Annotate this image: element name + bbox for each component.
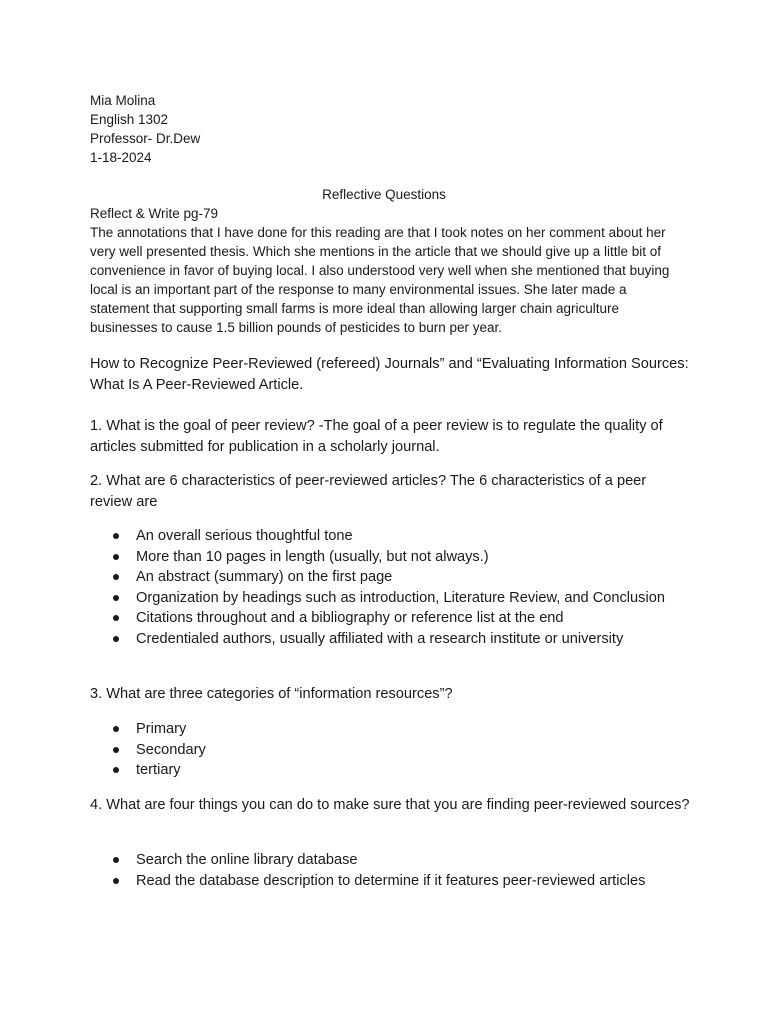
bullet-icon: [113, 574, 119, 580]
bullet-icon: [113, 636, 119, 642]
question-3-list: [110, 719, 670, 781]
author-name: Mia Molina: [90, 93, 156, 108]
bullet-icon: [113, 533, 119, 539]
list-item: tertiary: [110, 760, 670, 781]
bullet-icon: [113, 767, 119, 773]
document-title: Reflective Questions: [322, 187, 446, 202]
course-name: English 1302: [90, 112, 169, 127]
question-4-list: [110, 850, 670, 891]
question-4-text: 4. What are four things you can do to make sure that you are finding peer-reviewed sources?: [90, 797, 690, 813]
question-2-list: [110, 526, 670, 649]
bullet-icon: [113, 554, 119, 560]
list-item: Citations throughout and a bibliography or reference list at the end: [110, 608, 670, 629]
question-2: [90, 471, 690, 512]
reflect-heading: Reflect & Write pg-79: [90, 206, 219, 221]
reflect-section: [90, 204, 680, 337]
list-item: Organization by headings such as introduction, Literature Review, and Conclusion: [110, 588, 670, 609]
question-3: [90, 684, 690, 705]
section-heading: [90, 354, 690, 395]
bullet-icon: [113, 595, 119, 601]
section-heading-text: How to Recognize Peer-Reviewed (refereed) Journals” and “Evaluating Information Sources: What Is A Peer-Reviewed Article.: [90, 356, 689, 393]
question-3-text: 3. What are three categories of “information resources”?: [90, 686, 453, 702]
question-4: [90, 795, 690, 816]
list-item: An overall serious thoughtful tone: [110, 526, 670, 547]
document-date: 1-18-2024: [90, 150, 152, 165]
list-item: An abstract (summary) on the first page: [110, 567, 670, 588]
question-1-text: 1. What is the goal of peer review? -The goal of a peer review is to regulate the quality of articles submitted for publication in a scholarly journal.: [90, 418, 663, 455]
question-1: [90, 416, 690, 457]
list-item: Read the database description to determine if it features peer-reviewed articles: [110, 871, 670, 892]
bullet-icon: [113, 878, 119, 884]
reflect-paragraph: The annotations that I have done for this reading are that I took notes on her comment about her very well presented thesis. Which she mentions in the article that we should give up a little bit of convenience in favor of buying local. I also understood very well when she mentioned that buying local is an important part of the response to many environmental issues. She later made a statement that supporting small farms is more ideal than allowing larger chain agriculture businesses to cause 1.5 billion pounds of pesticides to burn per year.: [90, 225, 670, 335]
header-block: [90, 91, 200, 167]
list-item: Primary: [110, 719, 670, 740]
list-item: Secondary: [110, 740, 670, 761]
bullet-icon: [113, 747, 119, 753]
list-item: Search the online library database: [110, 850, 670, 871]
bullet-icon: [113, 726, 119, 732]
bullet-icon: [113, 615, 119, 621]
question-2-text: 2. What are 6 characteristics of peer-reviewed articles? The 6 characteristics of a peer review are: [90, 473, 647, 510]
bullet-icon: [113, 857, 119, 863]
list-item: Credentialed authors, usually affiliated with a research institute or university: [110, 629, 670, 650]
professor-name: Professor- Dr.Dew: [90, 131, 201, 146]
list-item: More than 10 pages in length (usually, but not always.): [110, 547, 670, 568]
